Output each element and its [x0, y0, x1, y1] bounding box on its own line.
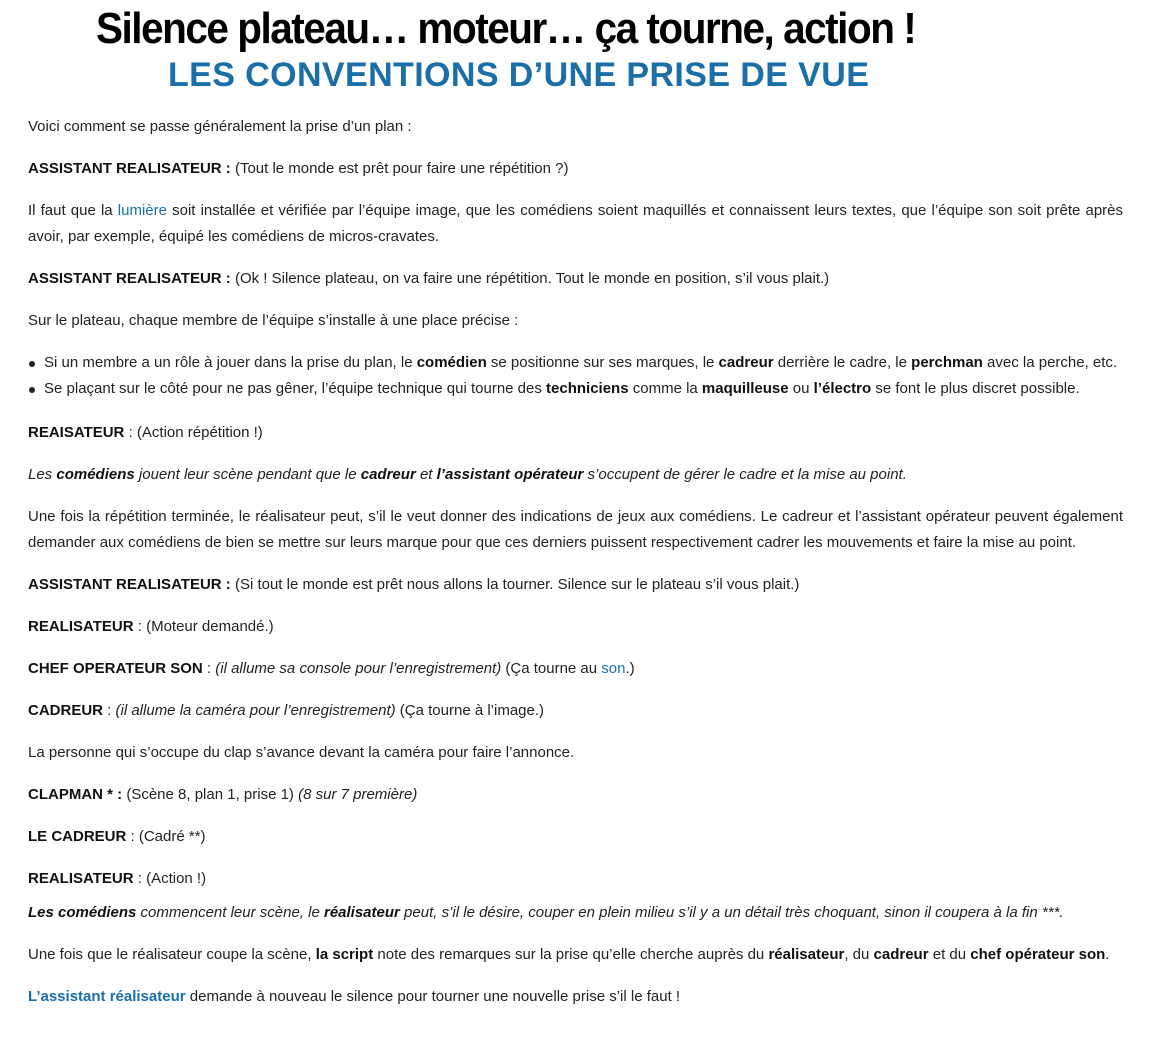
speaker-label: CADREUR — [28, 702, 103, 719]
text-run: . — [1105, 946, 1110, 963]
italic-note: (8 sur 7 première) — [298, 786, 418, 803]
list-item — [28, 376, 1123, 402]
dialogue-text: (Moteur demandé.) — [141, 618, 274, 635]
text-run: comme la — [628, 380, 702, 397]
text-run: se positionne sur ses marques, le — [486, 354, 719, 371]
speaker-label: REALISATEUR — [28, 618, 134, 635]
bold-term: perchman — [911, 354, 983, 371]
paragraph: Une fois la répétition terminée, le réalisateur peut, s’il le veut donner des indications de jeux aux comédiens. Le cadreur et l’assistant opérateur peuvent également demander aux comédiens de bien se mettre sur leurs marque pour que ces derniers puissent respectivement cadrer les mouvements et faire la mise au point. — [28, 508, 1123, 551]
text-run: et — [415, 466, 437, 483]
speaker-label: ASSISTANT REALISATEUR : — [28, 270, 231, 287]
page-subtitle: LES CONVENTIONS D’UNE PRISE DE VUE — [168, 56, 870, 94]
text-run: note des remarques sur la prise qu’elle cherche auprès du — [373, 946, 769, 963]
text-run: : — [126, 828, 135, 845]
text-run: Si un membre a un rôle à jouer dans la prise du plan, le — [44, 354, 417, 371]
dialogue-text: (Scène 8, plan 1, prise 1) — [122, 786, 299, 803]
bold-term: réalisateur — [323, 904, 400, 921]
text-run: jouent leur scène pendant que le — [134, 466, 361, 483]
dialogue-text: (Action !) — [141, 870, 207, 887]
bold-term: maquilleuse — [701, 380, 789, 397]
text-run: soit installée et vérifiée par l’équipe image, que les comédiens soient maquillés et connaissent leurs textes, que l’équipe son soit prête après avoir, par exemple, équipé les comédiens de micros-cravates. — [28, 202, 1123, 245]
text-run: : — [133, 870, 142, 887]
dialogue-line — [28, 572, 1123, 598]
bold-term: cadreur — [360, 466, 416, 483]
text-run: Les — [28, 466, 57, 483]
text-run: : — [124, 424, 133, 441]
dialogue-line — [28, 156, 1123, 182]
speaker-label: REAISATEUR — [28, 424, 125, 441]
paragraph — [28, 942, 1123, 968]
text-run: derrière le cadre, le — [773, 354, 912, 371]
text-run: Il faut que la — [28, 202, 118, 219]
paragraph — [28, 198, 1123, 250]
article-body — [28, 114, 1123, 1026]
lumiere-link[interactable]: lumière — [117, 202, 167, 219]
page-title: Silence plateau… moteur… ça tourne, action ! — [96, 4, 916, 53]
text-run: et du — [928, 946, 971, 963]
dialogue-text: (Ok ! Silence plateau, on va faire une répétition. Tout le monde en position, s’il vous plait.) — [230, 270, 830, 287]
bold-term: cadreur — [873, 946, 929, 963]
stage-direction — [28, 462, 1123, 488]
dialogue-line — [28, 614, 1123, 640]
bold-term: techniciens — [546, 380, 629, 397]
speaker-label: REALISATEUR — [28, 870, 134, 887]
text-run: (Ça tourne au — [501, 660, 602, 677]
dialogue-text: (Ça tourne à l’image.) — [395, 702, 545, 719]
dialogue-line — [28, 698, 1123, 724]
text-run: Une fois que le réalisateur coupe la scène, — [28, 946, 316, 963]
bold-term: la script — [315, 946, 374, 963]
dialogue-line — [28, 656, 1123, 682]
stage-direction — [28, 900, 1123, 926]
bold-term: chef opérateur son — [970, 946, 1106, 963]
text-run: , du — [844, 946, 874, 963]
text-run: peut, s’il le désire, couper en plein milieu s’il y a un détail très choquant, sinon il coupera à la fin ***. — [399, 904, 1064, 921]
paragraph: Sur le plateau, chaque membre de l’équipe s’installe à une place précise : — [28, 312, 519, 329]
text-run: Se plaçant sur le côté pour ne pas gêner, l’équipe technique qui tourne des — [44, 380, 547, 397]
action-text: (il allume sa console pour l’enregistrement) — [211, 660, 502, 677]
text-run: avec la perche, etc. — [982, 354, 1118, 371]
text-run: .) — [625, 660, 635, 677]
speaker-label: LE CADREUR — [28, 828, 127, 845]
bold-term: l’électro — [813, 380, 872, 397]
dialogue-line — [28, 866, 1123, 892]
dialogue-text: (Action répétition !) — [132, 424, 263, 441]
dialogue-text: (Si tout le monde est prêt nous allons la tourner. Silence sur le plateau s’il vous plait.) — [230, 576, 800, 593]
assistant-realisateur-link[interactable] — [28, 988, 186, 1005]
bold-term: Les comédiens — [28, 904, 137, 921]
dialogue-text: (Tout le monde est prêt pour faire une répétition ?) — [230, 160, 569, 177]
text-run: commencent leur scène, le — [136, 904, 324, 921]
text-run: s’occupent de gérer le cadre et la mise au point. — [583, 466, 907, 483]
bold-term: cadreur — [718, 354, 774, 371]
bold-term: comédien — [416, 354, 487, 371]
son-link[interactable]: son — [601, 660, 626, 677]
bold-term: réalisateur — [768, 946, 845, 963]
dialogue-line — [28, 824, 1123, 850]
list-item — [28, 350, 1123, 376]
action-text: (il allume la caméra pour l’enregistrement) — [111, 702, 396, 719]
text-run: ou — [788, 380, 814, 397]
speaker-label: ASSISTANT REALISATEUR : — [28, 160, 231, 177]
text-run: se font le plus discret possible. — [871, 380, 1080, 397]
speaker-label: CLAPMAN * : — [28, 786, 123, 803]
dialogue-text: (Cadré **) — [134, 828, 206, 845]
bold-term: l’assistant opérateur — [436, 466, 584, 483]
text-run: : — [202, 660, 212, 677]
paragraph: La personne qui s’occupe du clap s’avance devant la caméra pour faire l’annonce. — [28, 744, 575, 761]
positions-list — [28, 350, 1123, 402]
bold-term: comédiens — [56, 466, 135, 483]
text-run: demande à nouveau le silence pour tourner une nouvelle prise s’il le faut ! — [185, 988, 681, 1005]
paragraph — [28, 984, 1123, 1010]
dialogue-line — [28, 266, 1123, 292]
speaker-label: ASSISTANT REALISATEUR : — [28, 576, 231, 593]
text-run: : — [133, 618, 142, 635]
link-label: L’assistant réalisateur — [28, 988, 186, 1005]
intro-paragraph: Voici comment se passe généralement la prise d’un plan : — [28, 118, 412, 135]
speaker-label: CHEF OPERATEUR SON — [28, 660, 203, 677]
dialogue-line — [28, 420, 1123, 446]
dialogue-line — [28, 782, 1123, 808]
text-run: : — [103, 702, 112, 719]
